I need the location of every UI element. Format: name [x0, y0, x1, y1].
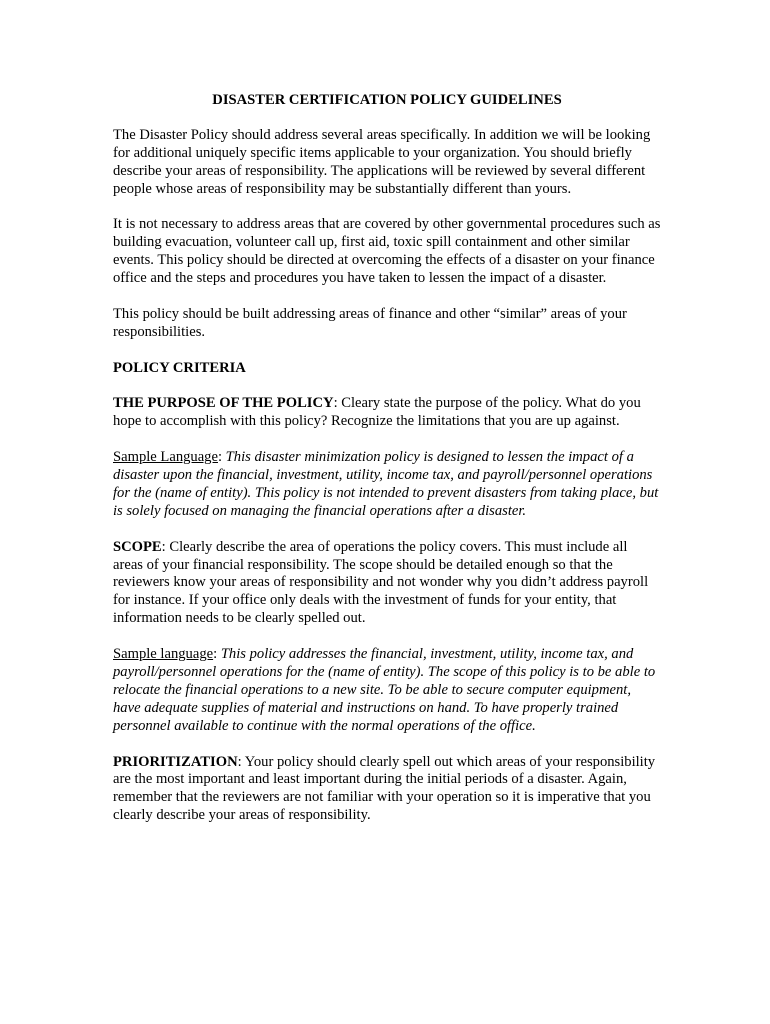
scope-sample-text: This policy addresses the financial, investment, utility, income tax, and payroll/personnel operations for the (name of entity). The scope of this policy is to be able to relocate the financial operations to a new site. To be able to secure computer equipment, have adequate supplies of material and instructions on hand. To have properly trained personnel available to continue with the normal operations of the office. [113, 646, 656, 734]
purpose-term: THE PURPOSE OF THE POLICY [113, 395, 334, 412]
scope-sample-separator: : [213, 646, 221, 663]
prioritization-term: PRIORITIZATION [113, 753, 238, 770]
document-title: DISASTER CERTIFICATION POLICY GUIDELINES [212, 92, 562, 108]
scope-exclusion-paragraph: It is not necessary to address areas that are covered by other governmental procedures such as building evacuation, volunteer call up, first aid, toxic spill containment and other similar events. This policy should be directed at overcoming the effects of a disaster on your finance office and the steps and procedures you have taken to lessen the impact of a disaster. [113, 216, 661, 287]
scope-text: : Clearly describe the area of operations the policy covers. This must include all areas of your financial responsibility. The scope should be detailed enough so that the reviewers know your areas of responsibility and not wonder why you didn’t address payroll for instance. If your office only deals with the investment of funds for your entity, that information needs to be clearly spelled out. [113, 538, 649, 627]
prioritization-paragraph [113, 754, 661, 826]
purpose-sample-label: Sample Language [113, 449, 218, 466]
purpose-text: : Cleary state the purpose of the policy. What do you hope to accomplish with this policy? Recognize the limitations that you are up against. [113, 395, 641, 430]
purpose-sample-separator: : [217, 449, 226, 466]
intro-paragraph: The Disaster Policy should address several areas specifically. In addition we will be looking for additional uniquely specific items applicable to your organization. You should briefly describe your areas of responsibility. The applications will be reviewed by several different people whose areas of responsibility may be substantially different than yours. [113, 126, 651, 197]
document-page [113, 92, 661, 843]
scope-paragraph [113, 539, 661, 629]
scope-sample-label: Sample language [113, 646, 214, 663]
purpose-sample-paragraph [113, 449, 661, 521]
finance-areas-paragraph: This policy should be built addressing areas of finance and other “similar” areas of your responsibilities. [113, 305, 627, 340]
scope-sample-paragraph [113, 646, 661, 736]
prioritization-text: : Your policy should clearly spell out which areas of your responsibility are the most important and least important during the initial periods of a disaster. Again, remember that the reviewers are not familiar with your operation so it is imperative that you clearly describe your areas of responsibility. [113, 753, 656, 824]
scope-term: SCOPE [113, 538, 162, 555]
purpose-sample-text: This disaster minimization policy is designed to lessen the impact of a disaster upon the financial, investment, utility, income tax, and payroll/personnel operations for the (name of entity). This policy is not intended to prevent disasters from taking place, but is solely focused on managing the financial operations after a disaster. [113, 449, 659, 519]
purpose-paragraph [113, 395, 661, 431]
policy-criteria-heading: POLICY CRITERIA [113, 359, 246, 376]
